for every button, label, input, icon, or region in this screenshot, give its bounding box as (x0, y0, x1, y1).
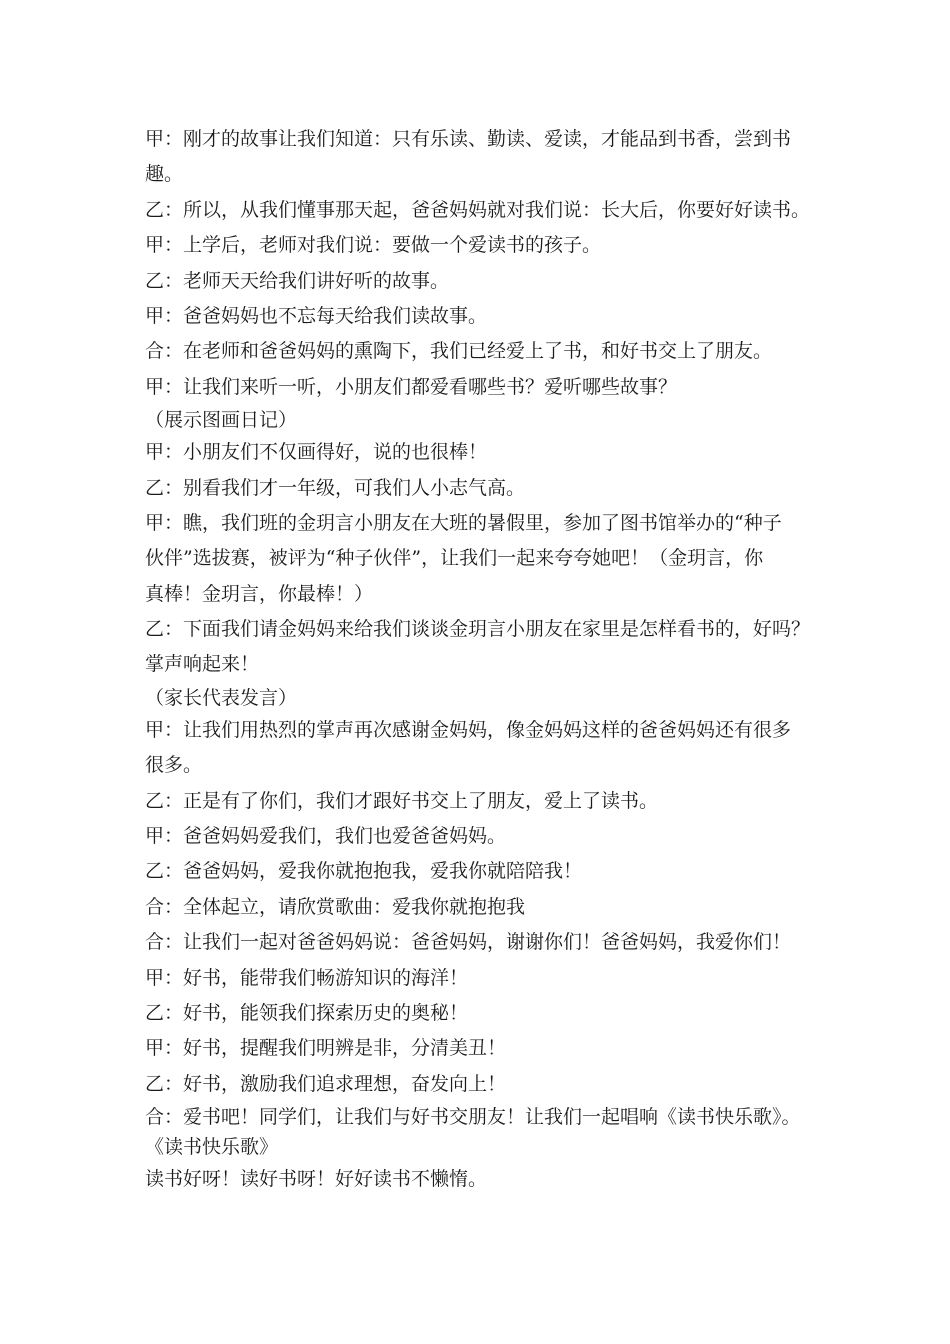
text-line: 甲：让我们用热烈的掌声再次感谢金妈妈，像金妈妈这样的爸爸妈妈还有很多 (145, 718, 792, 741)
text-line: 乙：好书，激励我们追求理想，奋发向上！ (145, 1072, 507, 1095)
text-line: 合：爱书吧！同学们，让我们与好书交朋友！让我们一起唱响《读书快乐歌》。 (145, 1106, 801, 1129)
text-line: 甲：小朋友们不仅画得好，说的也很棒！ (145, 441, 488, 464)
song-lyric-line: 读书好呀！读好书呀！好好读书不懒惰。 (145, 1168, 488, 1191)
text-line: 合：在老师和爸爸妈妈的熏陶下，我们已经爱上了书，和好书交上了朋友。 (145, 340, 773, 363)
document-body (145, 122, 825, 1198)
text-line: 乙：老师天天给我们讲好听的故事。 (145, 269, 450, 292)
text-line: 乙：好书，能领我们探索历史的奥秘！ (145, 1001, 469, 1024)
text-line: 甲：爸爸妈妈爱我们，我们也爱爸爸妈妈。 (145, 825, 507, 848)
song-title: 《读书快乐歌》 (145, 1136, 279, 1159)
text-line: 甲：刚才的故事让我们知道：只有乐读、勤读、爱读，才能品到书香，尝到书 (145, 128, 792, 150)
stage-direction: （家长代表发言） (145, 686, 298, 709)
text-line: 乙：别看我们才一年级，可我们人小志气高。 (145, 476, 526, 499)
text-line: 很多。 (145, 754, 203, 777)
text-line: 合：全体起立，请欣赏歌曲：爱我你就抱抱我 (145, 895, 526, 918)
text-line: 趣。 (145, 163, 184, 186)
text-line: 掌声响起来！ (145, 653, 260, 676)
text-line: 乙：正是有了你们，我们才跟好书交上了朋友，爱上了读书。 (145, 789, 659, 812)
text-line: 真棒！金玥言，你最棒！） (145, 582, 374, 605)
text-line: 甲：爸爸妈妈也不忘每天给我们读故事。 (145, 304, 488, 327)
text-line: 甲：瞧，我们班的金玥言小朋友在大班的暑假里，参加了图书馆举办的“种子 (145, 511, 782, 534)
text-line: 甲：好书，能带我们畅游知识的海洋！ (145, 966, 469, 989)
text-line: 乙：所以，从我们懂事那天起，爸爸妈妈就对我们说：长大后，你要好好读书。 (145, 198, 811, 221)
stage-direction: （展示图画日记） (145, 409, 298, 432)
text-line: 甲：好书，提醒我们明辨是非，分清美丑！ (145, 1037, 507, 1060)
text-line: 乙：爸爸妈妈，爱我你就抱抱我，爱我你就陪陪我！ (145, 860, 583, 883)
text-line: 伙伴”选拔赛，被评为“种子伙伴”，让我们一起来夸夸她吧！（金玥言，你 (145, 547, 764, 570)
text-line: 甲：上学后，老师对我们说：要做一个爱读书的孩子。 (145, 234, 602, 257)
text-line: 乙：下面我们请金妈妈来给我们谈谈金玥言小朋友在家里是怎样看书的，好吗？ (145, 618, 811, 641)
text-line: 合：让我们一起对爸爸妈妈说：爸爸妈妈，谢谢你们！爸爸妈妈，我爱你们！ (145, 931, 792, 954)
text-line: 甲：让我们来听一听，小朋友们都爱看哪些书？爱听哪些故事？ (145, 375, 678, 398)
